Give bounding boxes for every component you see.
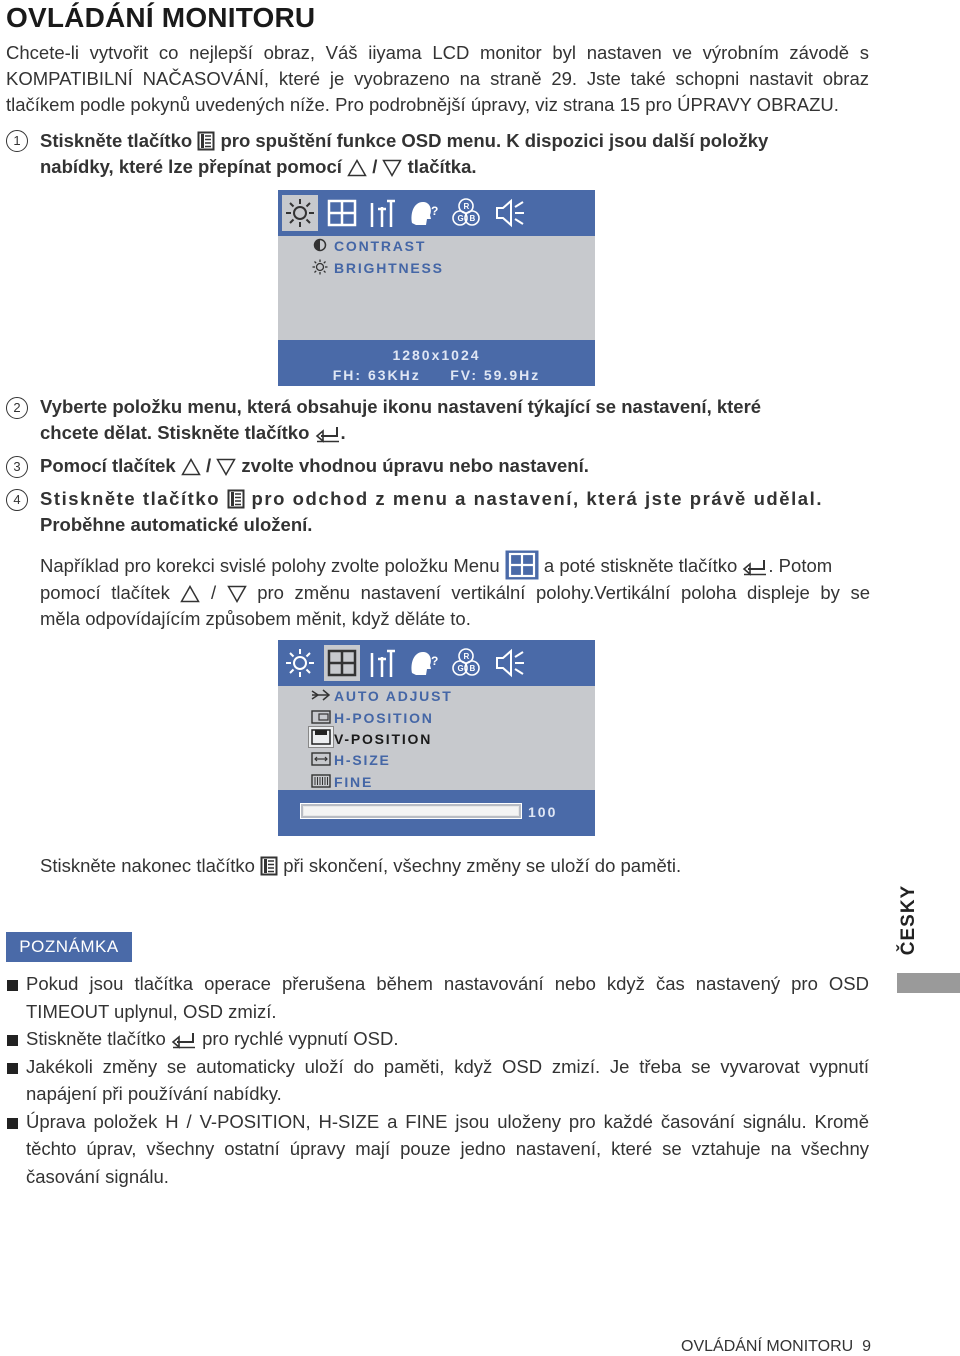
intro-paragraph: Chcete-li vytvořit co nejlepší obraz, Váš iiyama LCD monitor byl nastaven ve výrobním závodě s KOMPATIBILNÍ NAČASOVÁNÍ, které je vyobrazeno na straně 29. Jste také schopni nastavit obraz tlačíkem podle pokynů uvedených níže. Pro podrobnější úpravy, viz strana 15 pro ÚPRAVY OBRAZU.	[6, 42, 869, 115]
osd-item-brightness: BRIGHTNESS	[334, 260, 444, 276]
brightness-small-icon	[312, 259, 328, 275]
note-item: Úprava položek H / V-POSITION, H-SIZE a FINE jsou uloženy pro každé časování signálu. Kromě těchto úprav, všechny ostatní úpravy mají pouze jedno nastavení, které se vztahuje na všechny časování signálu.	[6, 1108, 869, 1191]
page-footer: OVLÁDÁNÍ MONITORU 9	[681, 1338, 871, 1355]
step-number-3: 3	[6, 456, 28, 478]
note-item: Pokud jsou tlačítka operace přerušena během nastavování nebo když čas nastavený pro OSD TIMEOUT uplynul, OSD zmizí.	[6, 970, 869, 1025]
svg-text:G: G	[457, 664, 464, 673]
enter-button-icon	[315, 425, 341, 443]
step-1-text-d: tlačítka.	[407, 156, 477, 177]
note-tag: POZNÁMKA	[6, 932, 132, 962]
fine-icon	[311, 774, 331, 788]
up-triangle-icon	[347, 159, 367, 177]
help-head-icon	[404, 195, 440, 231]
step-number-2: 2	[6, 397, 28, 419]
auto-adjust-icon	[311, 688, 331, 702]
osd-value: 100	[528, 804, 558, 820]
osd-screen-picture	[278, 190, 595, 386]
osd-resolution: 1280x1024	[392, 347, 481, 363]
step-3-sep: /	[206, 455, 212, 476]
step-4-text-a: Stiskněte tlačítko	[40, 488, 221, 509]
geometry-icon	[324, 195, 360, 231]
selection-highlight	[308, 726, 334, 748]
menu-button-icon	[197, 131, 215, 151]
up-triangle-icon	[181, 458, 201, 476]
svg-text:?: ?	[431, 204, 439, 218]
step-4	[40, 486, 870, 538]
step-number-4: 4	[6, 489, 28, 511]
step-number-1: 1	[6, 130, 28, 152]
note-item: Jakékoli změny se automaticky uloží do paměti, když OSD zmizí. Je třeba se vyvarovat vypnutí napájení při používání nabídky.	[6, 1053, 869, 1108]
volume-icon	[492, 645, 528, 681]
example-text-e: pro změnu nastavení vertikální polohy.Vertikální poloha displeje by se	[257, 582, 870, 603]
menu-button-icon	[260, 856, 278, 876]
step-1-text-c: nabídky, které lze přepínat pomocí	[40, 156, 342, 177]
osd-item-contrast: CONTRAST	[334, 238, 427, 254]
color-rgb-icon	[448, 645, 484, 681]
step-1-sep: /	[372, 156, 378, 177]
note-item-2-a: Stiskněte tlačítko	[26, 1028, 166, 1049]
enter-button-icon	[742, 558, 768, 576]
example-text-a: Například pro korekci svislé polohy zvolte položku Menu	[40, 555, 500, 576]
color-rgb-icon	[448, 195, 484, 231]
step-1	[40, 128, 870, 180]
volume-icon	[492, 195, 528, 231]
tools-icon	[364, 645, 400, 681]
down-triangle-icon	[227, 585, 247, 603]
osd-item-h-position: H-POSITION	[334, 710, 434, 726]
brightness-icon	[282, 645, 318, 681]
example-text-c: . Potom	[768, 555, 833, 576]
finish-text-a: Stiskněte nakonec tlačítko	[40, 855, 255, 876]
osd-icon-bar	[278, 190, 595, 236]
osd-frequency: FH: 63KHz FV: 59.9Hz	[332, 367, 541, 383]
step-4-text-b: pro odchod z menu a nastavení, která jste právě udělal.	[251, 488, 824, 509]
svg-text:B: B	[469, 664, 476, 673]
note-item	[6, 1025, 869, 1053]
example-text-f: měla odpovídajícím způsobem měnit, když děláte to.	[40, 608, 471, 629]
osd-resolution-bar	[278, 340, 595, 386]
step-3-text-b: zvolte vhodnou úpravu nebo nastavení.	[241, 455, 589, 476]
step-4-text-c: Proběhne automatické uložení.	[40, 514, 313, 535]
example-text-d: pomocí tlačítek	[40, 582, 170, 603]
example-text-b: a poté stiskněte tlačítko	[543, 555, 738, 576]
help-head-icon	[404, 645, 440, 681]
geometry-icon	[324, 645, 360, 681]
example-paragraph	[40, 550, 870, 632]
note-item-2-b: pro rychlé vypnutí OSD.	[202, 1028, 399, 1049]
osd-item-fine: FINE	[334, 774, 374, 790]
example-sep: /	[210, 582, 217, 603]
finish-line	[40, 853, 870, 879]
step-3	[40, 453, 870, 479]
note-list	[6, 970, 869, 1190]
v-position-icon	[309, 727, 333, 747]
svg-text:R: R	[463, 652, 470, 661]
svg-text:R: R	[463, 202, 470, 211]
v-position-slider[interactable]	[300, 803, 522, 819]
language-label-text: ČESKY	[898, 884, 919, 956]
contrast-icon	[313, 238, 327, 252]
osd-icon-bar	[278, 640, 595, 686]
tools-icon	[364, 195, 400, 231]
svg-text:B: B	[469, 214, 476, 223]
svg-text:?: ?	[431, 654, 439, 668]
step-3-text-a: Pomocí tlačítek	[40, 455, 176, 476]
language-bar	[897, 973, 960, 993]
svg-text:G: G	[457, 214, 464, 223]
step-2-text-a: Vyberte položku menu, která obsahuje ikonu nastavení týkající se nastavení, které	[40, 396, 762, 417]
osd-item-auto-adjust: AUTO ADJUST	[334, 688, 453, 704]
language-label	[895, 880, 923, 960]
step-2-dot: .	[340, 422, 346, 443]
slider-fill	[304, 807, 518, 815]
enter-button-icon	[171, 1031, 197, 1049]
step-1-text-a: Stiskněte tlačítko	[40, 130, 193, 151]
finish-text-b: při skončení, všechny změny se uloží do paměti.	[283, 855, 682, 876]
step-1-text-b: pro spuštění funkce OSD menu. K dispozici jsou další položky	[220, 130, 769, 151]
down-triangle-icon	[382, 159, 402, 177]
step-2	[40, 394, 870, 446]
osd-item-h-size: H-SIZE	[334, 752, 391, 768]
page-title: OVLÁDÁNÍ MONITORU	[6, 2, 316, 33]
up-triangle-icon	[180, 585, 200, 603]
step-2-text-b: chcete dělat. Stiskněte tlačítko	[40, 422, 310, 443]
osd-screen-geometry	[278, 640, 595, 836]
h-position-icon	[311, 710, 331, 724]
osd-item-v-position: V-POSITION	[334, 731, 433, 747]
brightness-icon	[282, 195, 318, 231]
geometry-menu-icon	[505, 550, 539, 580]
down-triangle-icon	[216, 458, 236, 476]
menu-button-icon	[227, 489, 245, 509]
h-size-icon	[311, 752, 331, 766]
osd-value-bar	[278, 790, 595, 836]
